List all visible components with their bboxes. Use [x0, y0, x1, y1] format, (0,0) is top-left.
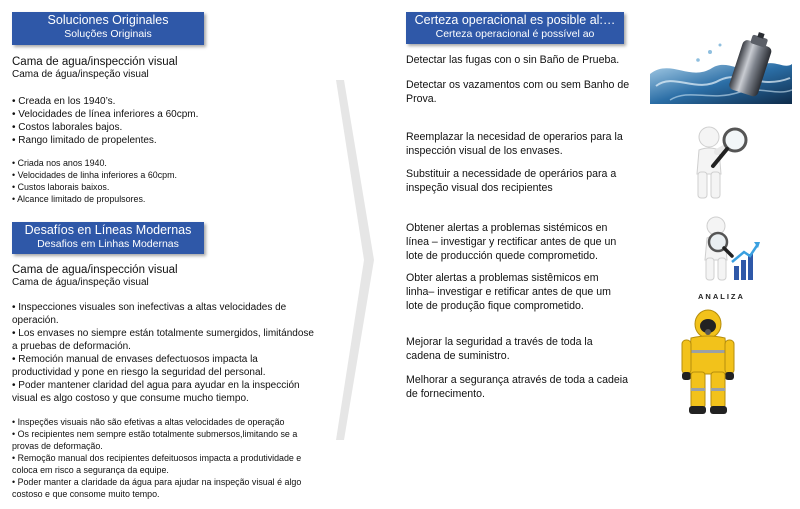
- section2-title-es: Cama de agua/inspección visual: [12, 264, 178, 276]
- header-title-pt: Desafios em Linhas Modernas: [37, 238, 179, 250]
- original-solutions-header: [12, 12, 204, 45]
- list-item: • Costos laborales bajos.: [12, 122, 123, 133]
- chevron-arrow-icon: [336, 80, 376, 440]
- list-item: • Velocidades de linha inferiores a 60cpm.: [12, 170, 177, 180]
- hazmat-suit-icon: [678, 308, 738, 416]
- item3-pt-line3: lote de produção fique comprometido.: [406, 300, 584, 312]
- list-item: • Poder manter a claridade da água para ajudar na inspeção visual é algo: [12, 477, 302, 487]
- item3-es-line2: línea – investigar y rectificar antes de que un: [406, 236, 617, 248]
- list-item: • Los envases no siempre están totalmente sumergidos, limitándose: [12, 328, 314, 339]
- list-item: productividad y pone en riesgo la seguridad del personal.: [12, 367, 266, 378]
- list-item: a pruebas de deformación.: [12, 341, 131, 352]
- item4-es-line1: Mejorar la seguridad a través de toda la: [406, 336, 593, 348]
- list-item: costoso e que consome muito tempo.: [12, 489, 160, 499]
- list-item: • Poder mantener claridad del agua para ayudar en la inspección: [12, 380, 300, 391]
- item3-pt-line2: linha– investigar e retificar antes de que um: [406, 286, 611, 298]
- list-item: • Custos laborais baixos.: [12, 182, 110, 192]
- aerosol-splash-icon: [650, 30, 792, 104]
- item1-pt-line1: Detectar os vazamentos com ou sem Banho de: [406, 79, 630, 91]
- section2-title-pt: Cama de água/inspeção visual: [12, 277, 149, 288]
- magnifier-figure-icon: [685, 122, 755, 202]
- list-item: • Creada en los 1940’s.: [12, 96, 116, 107]
- item4-pt-line1: Melhorar a segurança através de toda a cadeia: [406, 374, 629, 386]
- header-title-es: Desafíos en Líneas Modernas: [24, 223, 192, 237]
- section1-title-es: Cama de agua/inspección visual: [12, 56, 178, 68]
- item4-pt-line2: de fornecimento.: [406, 388, 485, 400]
- item3-pt-line1: Obter alertas a problemas sistêmicos em: [406, 272, 599, 284]
- operational-certainty-header: [406, 12, 624, 44]
- list-item: • Inspeções visuais não são efetivas a altas velocidades de operação: [12, 417, 285, 427]
- header-title-es: Soluciones Originales: [47, 13, 169, 27]
- list-item: • Alcance limitado de propulsores.: [12, 194, 146, 204]
- section1-title-pt: Cama de água/inspeção visual: [12, 69, 149, 80]
- header-title-pt: Soluções Originais: [64, 28, 152, 40]
- item4-es-line2: cadena de suministro.: [406, 350, 510, 362]
- item2-es-line1: Reemplazar la necesidad de operarios para la: [406, 131, 623, 143]
- list-item: • Remoção manual dos recipientes defeituosos impacta a produtividade e: [12, 453, 302, 463]
- list-item: • Remoción manual de envases defectuosos impacta la: [12, 354, 258, 365]
- list-item: visual es algo costoso y que consume mucho tiempo.: [12, 393, 249, 404]
- list-item: • Os recipientes nem sempre estão totalmente submersos,limitando se a: [12, 429, 298, 439]
- analysis-figure-icon: [694, 214, 760, 284]
- header-title-es: Certeza operacional es posible al:…: [414, 13, 616, 27]
- item2-pt-line1: Substituir a necessidade de operários para a: [406, 168, 617, 180]
- item1-es: Detectar las fugas con o sin Baño de Prueba.: [406, 54, 620, 66]
- list-item: • Rango limitado de propelentes.: [12, 135, 157, 146]
- item2-es-line2: inspección visual de los envases.: [406, 145, 563, 157]
- list-item: provas de deformação.: [12, 441, 103, 451]
- item3-es-line1: Obtener alertas a problemas sistémicos en: [406, 222, 608, 234]
- list-item: coloca em risco a segurança da equipe.: [12, 465, 169, 475]
- list-item: • Velocidades de línea inferiores a 60cpm.: [12, 109, 199, 120]
- modern-lines-challenges-header: [12, 222, 204, 254]
- list-item: • Inspecciones visuales son inefectivas a altas velocidades de: [12, 302, 287, 313]
- item3-es-line3: lote de producción quede comprometido.: [406, 250, 598, 262]
- list-item: • Criada nos anos 1940.: [12, 158, 107, 168]
- item1-pt-line2: Prova.: [406, 93, 437, 105]
- analiza-label: ANALIZA: [698, 292, 745, 301]
- item2-pt-line2: inspeção visual dos recipientes: [406, 182, 553, 194]
- list-item: operación.: [12, 315, 59, 326]
- header-title-pt: Certeza operacional é possível ao: [435, 28, 595, 40]
